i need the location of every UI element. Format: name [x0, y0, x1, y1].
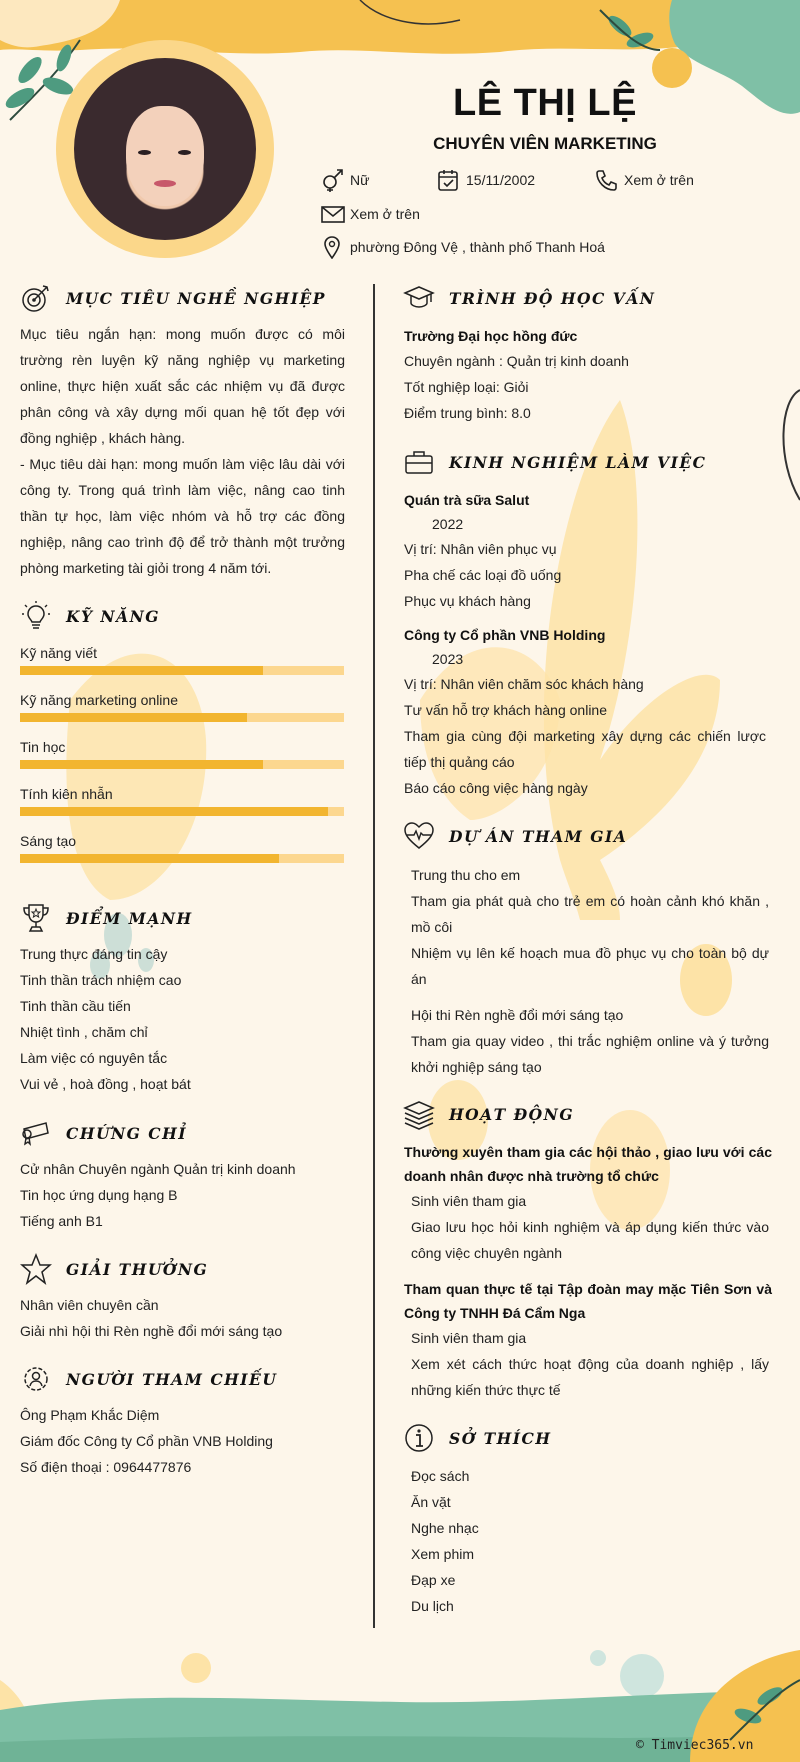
section-skills-title: KỸ NĂNG — [20, 600, 160, 632]
activity2-role: Sinh viên tham gia — [411, 1330, 527, 1346]
certificate-item: Cử nhân Chuyên ngành Quản trị kinh doanh — [20, 1161, 296, 1177]
award-item: Nhân viên chuyên cần — [20, 1297, 159, 1313]
award-item: Giải nhì hội thi Rèn nghề đổi mới sáng tạo — [20, 1323, 283, 1339]
phone-info — [594, 168, 694, 192]
certificate-item: Tiếng anh B1 — [20, 1213, 103, 1229]
calendar-icon — [436, 168, 462, 192]
skill-label: Kỹ năng marketing online — [20, 692, 178, 708]
section-experience-title: KINH NGHIỆM LÀM VIỆC — [403, 446, 707, 478]
star-icon — [20, 1253, 52, 1285]
strength-item: Nhiệt tình , chăm chỉ — [20, 1024, 148, 1040]
candidate-name: LÊ THỊ LỆ — [453, 82, 637, 124]
education-line: Chuyên ngành : Quản trị kinh doanh — [404, 353, 629, 369]
reference-item: Giám đốc Công ty Cổ phần VNB Holding — [20, 1433, 273, 1449]
job2-year: 2023 — [432, 651, 464, 667]
hobby-item: Đạp xe — [411, 1572, 456, 1588]
strength-item: Vui vẻ , hoà đồng , hoạt bát — [20, 1076, 191, 1092]
job2-line: Tư vấn hỗ trợ khách hàng online — [404, 702, 608, 718]
job1-year: 2022 — [432, 516, 464, 532]
footer-copyright: © Timviec365.vn — [636, 1738, 754, 1753]
job2-line: Báo cáo công việc hàng ngày — [404, 780, 588, 796]
strength-item: Làm việc có nguyên tắc — [20, 1050, 168, 1066]
strength-item: Tinh thần cầu tiến — [20, 998, 131, 1014]
skill-bar-track — [20, 713, 344, 722]
hobby-item: Đọc sách — [411, 1468, 470, 1484]
activity2-title: Tham quan thực tế tại Tập đoàn may mặc Tiên Sơn và Công ty TNHH Đá Cẩm Nga — [404, 1281, 772, 1321]
skill-bar-track — [20, 854, 344, 863]
activity2-text: Xem xét cách thức hoạt động của doanh nghiệp , lấy những kiến thức thực tế — [411, 1356, 769, 1398]
education-school: Trường Đại học hồng đức — [404, 328, 578, 344]
skill-bar-track — [20, 807, 344, 816]
skill-label: Tính kiên nhẫn — [20, 786, 113, 802]
education-line: Tốt nghiệp loại: Giỏi — [404, 379, 529, 395]
lightbulb-icon — [20, 600, 52, 632]
location-pin-icon — [320, 235, 346, 259]
graduation-cap-icon — [403, 282, 435, 314]
activity1-title: Thường xuyên tham gia các hội thảo , giao lưu với các doanh nhân được nhà trường tổ chức — [404, 1144, 772, 1184]
objective-long-term: - Mục tiêu dài hạn: mong muốn làm việc lâu dài với công ty. Trong quá trình làm việc, nâng cao tinh thần tự học, làm việc nhóm và hỗ trợ các đồng nghiệp, nâng cao trình độ để trở thành một trưởng phòng marketing tài giỏi trong 4 năm tới. — [20, 456, 345, 576]
skill-bar-fill — [20, 666, 263, 675]
activity1-text: Giao lưu học hỏi kinh nghiệm và áp dụng kiến thức vào công việc chuyên ngành — [411, 1219, 769, 1261]
gear-person-icon — [20, 1363, 52, 1395]
job2-paragraph: Tham gia cùng đội marketing xây dựng các chiến lược tiếp thị quảng cáo — [404, 728, 766, 770]
briefcase-icon — [403, 446, 435, 478]
email-icon — [320, 202, 346, 226]
skill-label: Sáng tạo — [20, 833, 77, 849]
trophy-icon — [20, 902, 52, 934]
section-references-title: NGƯỜI THAM CHIẾU — [20, 1363, 277, 1395]
skill-bar-fill — [20, 854, 279, 863]
section-strengths-title: ĐIỂM MẠNH — [20, 902, 193, 934]
project2-name: Hội thi Rèn nghề đổi mới sáng tạo — [411, 1007, 624, 1023]
email-value: Xem ở trên — [350, 206, 420, 222]
reference-item: Ông Phạm Khắc Diệm — [20, 1407, 160, 1423]
section-certificates-title: CHỨNG CHỈ — [20, 1117, 187, 1149]
hobby-item: Nghe nhạc — [411, 1520, 479, 1536]
phone-icon — [594, 168, 620, 192]
skill-bar-track — [20, 760, 344, 769]
birthday-info — [436, 168, 535, 192]
section-hobbies-title: SỞ THÍCH — [403, 1422, 552, 1454]
gender-value: Nữ — [350, 172, 370, 188]
job-title: CHUYÊN VIÊN MARKETING — [433, 134, 657, 153]
activity1-role: Sinh viên tham gia — [411, 1193, 527, 1209]
address-value: phường Đông Vệ , thành phố Thanh Hoá — [350, 239, 605, 255]
skill-bar-track — [20, 666, 344, 675]
section-awards-title: GIẢI THƯỞNG — [20, 1253, 208, 1285]
column-divider — [373, 284, 375, 1628]
strength-item: Trung thực đáng tin cậy — [20, 946, 168, 962]
job1-line: Phục vụ khách hàng — [404, 593, 531, 609]
section-education-title: TRÌNH ĐỘ HỌC VẤN — [403, 282, 655, 314]
project1-name: Trung thu cho em — [411, 867, 521, 883]
job2-line: Vị trí: Nhân viên chăm sóc khách hàng — [404, 676, 644, 692]
project2-text: Tham gia quay video , thi trắc nghiệm online và ý tưởng khởi nghiệp sáng tạo — [411, 1033, 769, 1075]
job1-line: Vị trí: Nhân viên phục vụ — [404, 541, 557, 557]
hobby-item: Du lịch — [411, 1598, 454, 1614]
strength-item: Tinh thần trách nhiệm cao — [20, 972, 182, 988]
skill-label: Tin học — [20, 739, 66, 755]
diploma-icon — [20, 1117, 52, 1149]
section-activities-title: HOẠT ĐỘNG — [403, 1098, 574, 1130]
gender-info — [320, 168, 369, 192]
avatar-frame — [56, 40, 274, 258]
job2-company: Công ty Cổ phần VNB Holding — [404, 627, 606, 643]
birthday-value: 15/11/2002 — [466, 172, 536, 188]
layers-icon — [403, 1098, 435, 1130]
phone-value: Xem ở trên — [624, 172, 694, 188]
hobby-item: Xem phim — [411, 1546, 475, 1562]
heartbeat-icon — [403, 820, 435, 852]
target-icon — [20, 282, 52, 314]
certificate-item: Tin học ứng dụng hạng B — [20, 1187, 178, 1203]
gender-icon — [320, 168, 346, 192]
skill-bar-fill — [20, 760, 263, 769]
skill-bar-fill — [20, 713, 247, 722]
hobby-item: Ăn vặt — [411, 1494, 451, 1510]
job1-company: Quán trà sữa Salut — [404, 492, 530, 508]
project1-text: Nhiệm vụ lên kế hoạch mua đồ phục vụ cho toàn bộ dự án — [411, 945, 769, 987]
reference-item: Số điện thoại : 0964477876 — [20, 1459, 192, 1475]
job1-line: Pha chế các loại đồ uống — [404, 567, 562, 583]
email-info — [320, 202, 420, 226]
address-info — [320, 235, 605, 259]
info-icon — [403, 1422, 435, 1454]
skill-label: Kỹ năng viết — [20, 645, 98, 661]
section-projects-title: DỰ ÁN THAM GIA — [403, 820, 627, 852]
objective-short-term: Mục tiêu ngắn hạn: mong muốn được có môi trường rèn luyện kỹ năng nghiệp vụ marketing online, thực hiện xuất sắc các nhiệm vụ đã được phân công và xây dựng mối quan hệ tốt đẹp với đồng nghiệp , khách hàng. — [20, 326, 345, 446]
skill-bar-fill — [20, 807, 328, 816]
avatar — [74, 58, 256, 240]
project1-text: Tham gia phát quà cho trẻ em có hoàn cảnh khó khăn , mồ côi — [411, 893, 769, 935]
education-line: Điểm trung bình: 8.0 — [404, 405, 531, 421]
section-objective-title: MỤC TIÊU NGHỀ NGHIỆP — [20, 282, 326, 314]
